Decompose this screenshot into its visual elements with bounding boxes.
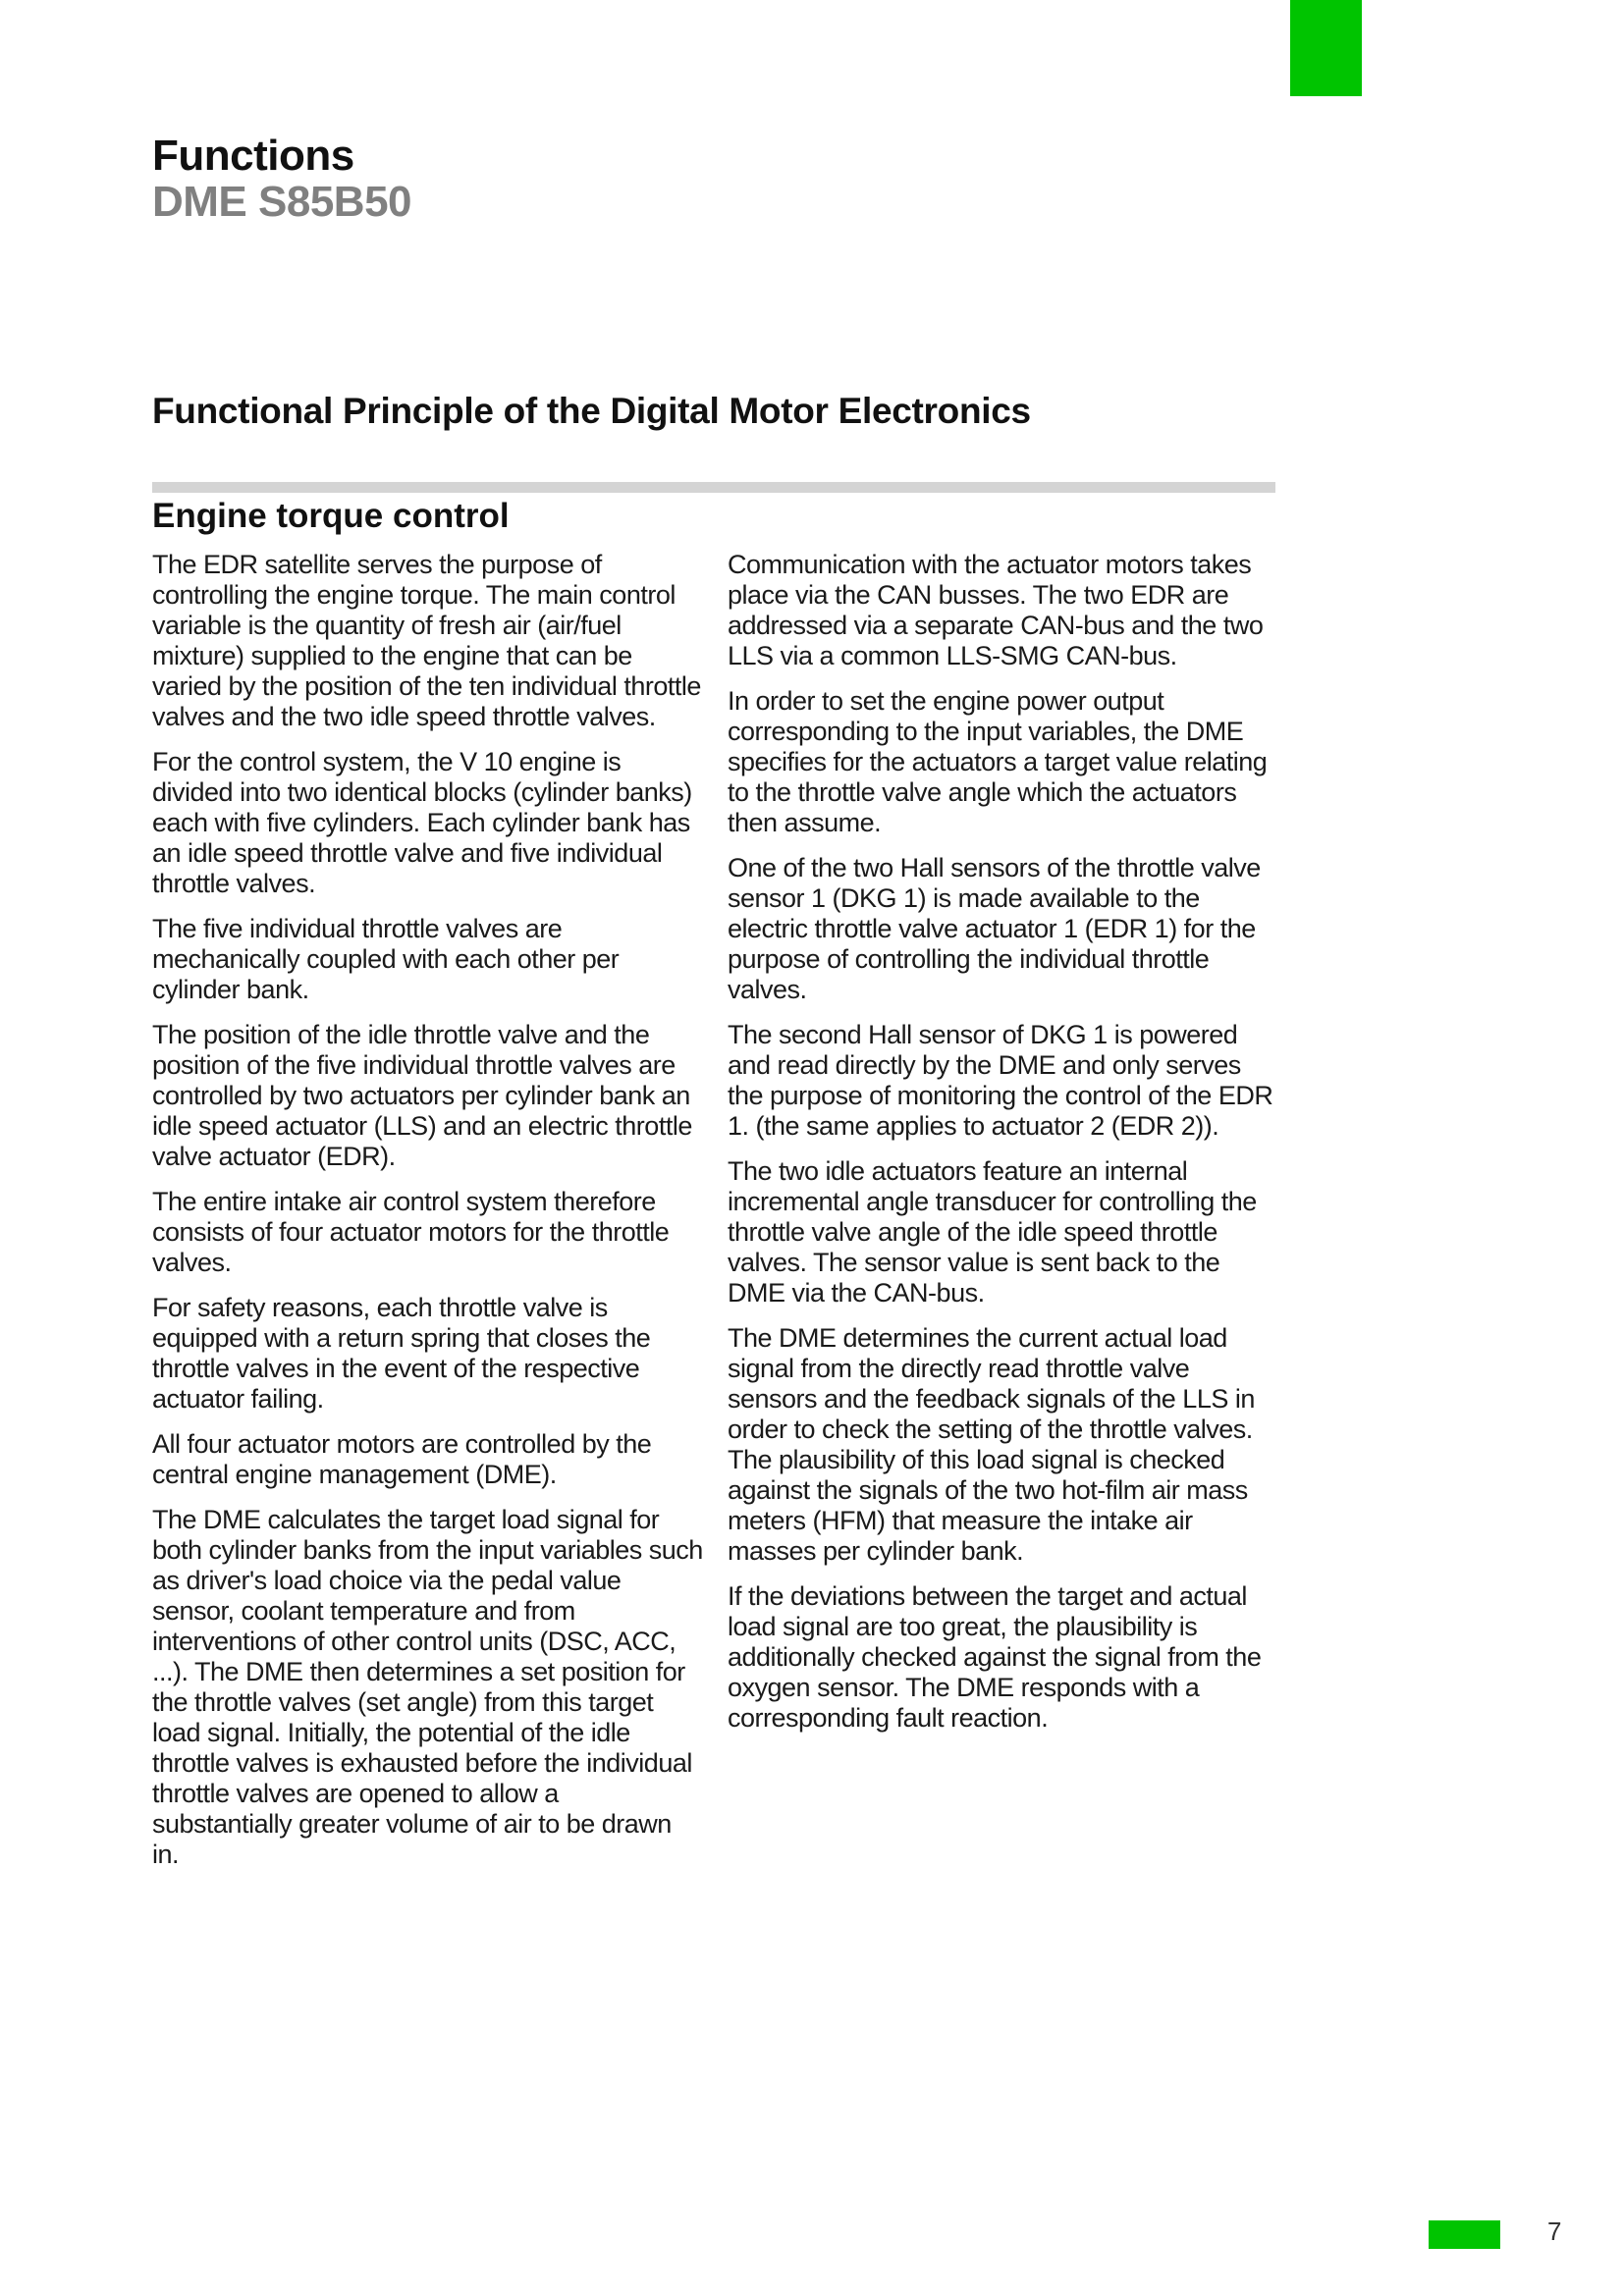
paragraph: Communication with the actuator motors takes place via the CAN busses. The two EDR are addressed via a separate CAN-bus and the two LLS via a common LLS-SMG CAN-bus. [728, 550, 1264, 670]
page-number: 7 [1547, 2216, 1562, 2246]
paragraph: The DME determines the current actual load signal from the directly read throttle valve sensors and the feedback signals of the LLS in order to check the setting of the throttle valves. The plausibility of this load signal is checked against the signals of the two hot-film air mass meters (HFM) that measure the intake air masses per cylinder bank. [728, 1323, 1255, 1566]
paragraph: The entire intake air control system therefore consists of four actuator motors for the throttle valves. [152, 1187, 670, 1277]
paragraph: For safety reasons, each throttle valve is equipped with a return spring that closes the throttle valves in the event of the respective actuator failing. [152, 1293, 651, 1414]
page-title: Functions [152, 132, 354, 180]
green-footer-bar [1429, 2220, 1500, 2249]
paragraph: The five individual throttle valves are mechanically coupled with each other per cylinder bank. [152, 914, 620, 1004]
green-tab-marker [1290, 0, 1362, 96]
paragraph: All four actuator motors are controlled by the central engine management (DME). [152, 1429, 652, 1489]
right-text-column [728, 550, 1279, 1748]
paragraph: The second Hall sensor of DKG 1 is powered and read directly by the DME and only serves the purpose of monitoring the control of the EDR 1. (the same applies to actuator 2 (EDR 2)). [728, 1020, 1273, 1141]
paragraph: The two idle actuators feature an internal incremental angle transducer for controlling the throttle valve angle of the idle speed throttle valves. The sensor value is sent back to the DME via the CAN-bus. [728, 1156, 1257, 1308]
subsection-heading: Engine torque control [152, 497, 510, 535]
paragraph: For the control system, the V 10 engine is divided into two identical blocks (cylinder banks) each with five cylinders. Each cylinder bank has an idle speed throttle valve and five individual throttle valves. [152, 747, 692, 898]
paragraph: The position of the idle throttle valve and the position of the five individual throttle valves are controlled by two actuators per cylinder bank an idle speed actuator (LLS) and an electric throttle valve actuator (EDR). [152, 1020, 692, 1171]
section-heading: Functional Principle of the Digital Motor Electronics [152, 391, 1031, 431]
section-divider [152, 482, 1275, 493]
paragraph: In order to set the engine power output corresponding to the input variables, the DME specifies for the actuators a target value relating to the throttle valve angle which the actuators then assume. [728, 686, 1268, 837]
paragraph: The DME calculates the target load signal for both cylinder banks from the input variables such as driver's load choice via the pedal value sensor, coolant temperature and from interventions of other control units (DSC, ACC, ...). The DME then determines a set position for the throttle valves (set angle) from this target load signal. Initially, the potential of the idle throttle valves is exhausted before the individual throttle valves are opened to allow a substantially greater volume of air to be drawn in. [152, 1505, 703, 1869]
paragraph: If the deviations between the target and actual load signal are too great, the plausibility is additionally checked against the signal from the oxygen sensor. The DME responds with a corresponding fault reaction. [728, 1581, 1262, 1733]
paragraph: The EDR satellite serves the purpose of controlling the engine torque. The main control variable is the quantity of fresh air (air/fuel mixture) supplied to the engine that can be varied by the position of the ten individual throttle valves and the two idle speed throttle valves. [152, 550, 701, 731]
paragraph: One of the two Hall sensors of the throttle valve sensor 1 (DKG 1) is made available to the electric throttle valve actuator 1 (EDR 1) for the purpose of controlling the individual throttle valves. [728, 853, 1261, 1004]
left-text-column [152, 550, 704, 1885]
page-subtitle: DME S85B50 [152, 178, 412, 226]
